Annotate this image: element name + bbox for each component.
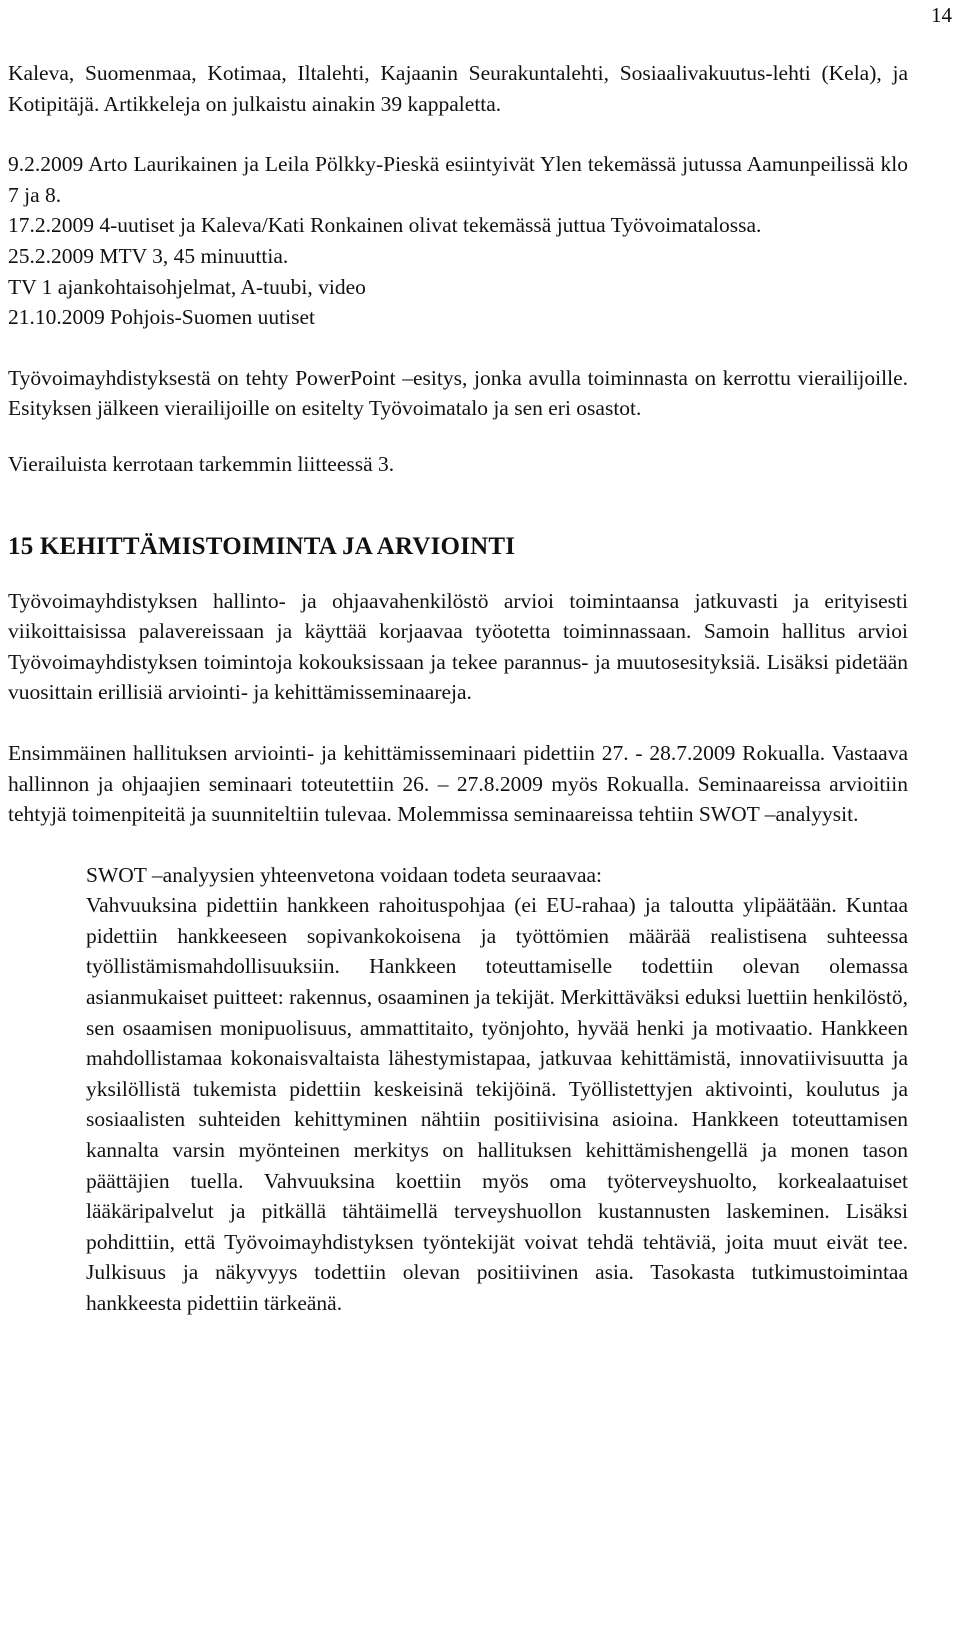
page-number: 14 — [931, 3, 952, 27]
swot-paragraph: Vahvuuksina pidettiin hankkeen rahoituspohjaa (ei EU-rahaa) ja taloutta ylipäätään. Kuntaa pidettiin hankkeeseen sopivankokoisena ja työttömien määrää realistisena suhteessa työllistämismahdollisuuksiin. Hankkeen toteuttamiselle todettiin olevan olemassa asianmukaiset puitteet: rakennus, osaaminen ja tekijät. Merkittäväksi eduksi luettiin henkilöstö, sen osaamisen monipuolisuus, ammattitaito, työnjohto, hyvää henki ja motivaatio. Hankkeen mahdollistamaa kokonaisvaltaista lähestymistapaa, jatkuvaa kehittämistä, innovatiivisuutta ja yksilöllistä tukemista pidettiin keskeisinä tekijöinä. Työllistettyjen aktivointi, koulutus ja sosiaalisten suhteiden kehittyminen nähtiin positiivisina asioina. Hankkeen toteuttamisen kannalta varsin myönteinen merkitys on hallituksen kehittämishengellä ja monen tason päättäjien tuella. Vahvuuksina koettiin myös oma työterveyshuolto, korkealaatuiset lääkäripalvelut ja pitkällä tähtäimellä terveyshuollon kustannusten laskeminen. Lisäksi pohdittiin, että Työvoimayhdistyksen työntekijät voivat tehdä tehtäviä, joita muut eivät tee. Julkisuus ja näkyvyys todettiin olevan positiivinen asia. Tasokasta tutkimustoimintaa hankkeesta pidettiin tärkeänä. — [86, 893, 908, 1315]
seminar-paragraph: Ensimmäinen hallituksen arviointi- ja kehittämisseminaari pidettiin 27. - 28.7.2009 Rokualla. Vastaava hallinnon ja ohjaajien seminaari toteutettiin 26. – 27.8.2009 myös Rokualla. Seminaareissa arvioitiin tehtyjä toimenpiteitä ja suunniteltiin tulevaa. Molemmissa seminaareissa tehtiin SWOT –analyysit. — [8, 740, 908, 827]
section-heading: 15 KEHITTÄMISTOIMINTA JA ARVIOINTI — [8, 532, 516, 560]
powerpoint-paragraph: Työvoimayhdistyksestä on tehty PowerPoint –esitys, jonka avulla toiminnasta on kerrottu vierailijoille. Esityksen jälkeen vierailijoille on esitelty Työvoimatalo ja sen eri osastot. — [8, 365, 908, 421]
media-event-item: 9.2.2009 Arto Laurikainen ja Leila Pölkky-Pieskä esiintyivät Ylen tekemässä jutussa Aamunpeilissä klo 7 ja 8. — [8, 152, 908, 207]
visits-paragraph: Vierailuista kerrotaan tarkemmin liitteessä 3. — [8, 451, 395, 476]
evaluation-paragraph: Työvoimayhdistyksen hallinto- ja ohjaavahenkilöstö arvioi toimintaansa jatkuvasti ja erityisesti viikoittaisissa palavereissaan ja käyttää korjaavaa työotetta toiminnassaan. Samoin hallitus arvioi Työvoimayhdistyksen toimintoja kokouksissaan ja tekee parannus- ja muutosesityksiä. Lisäksi pidetään vuosittain erillisiä arviointi- ja kehittämisseminaareja. — [8, 588, 908, 705]
media-event-item: TV 1 ajankohtaisohjelmat, A-tuubi, video — [8, 274, 366, 299]
swot-summary — [86, 860, 908, 1319]
media-event-item: 25.2.2009 MTV 3, 45 minuuttia. — [8, 243, 289, 268]
media-paragraph: Kaleva, Suomenmaa, Kotimaa, Iltalehti, Kajaanin Seurakuntalehti, Sosiaalivakuutus-lehti (Kela), ja Kotipitäjä. Artikkeleja on julkaistu ainakin 39 kappaletta. — [8, 61, 908, 116]
document-body — [8, 58, 908, 1319]
media-events-list — [8, 149, 908, 333]
swot-intro: SWOT –analyysien yhteenvetona voidaan todeta seuraavaa: — [86, 862, 603, 887]
media-event-item: 21.10.2009 Pohjois-Suomen uutiset — [8, 305, 315, 330]
media-event-item: 17.2.2009 4-uutiset ja Kaleva/Kati Ronkainen olivat tekemässä juttua Työvoimatalossa. — [8, 213, 762, 238]
